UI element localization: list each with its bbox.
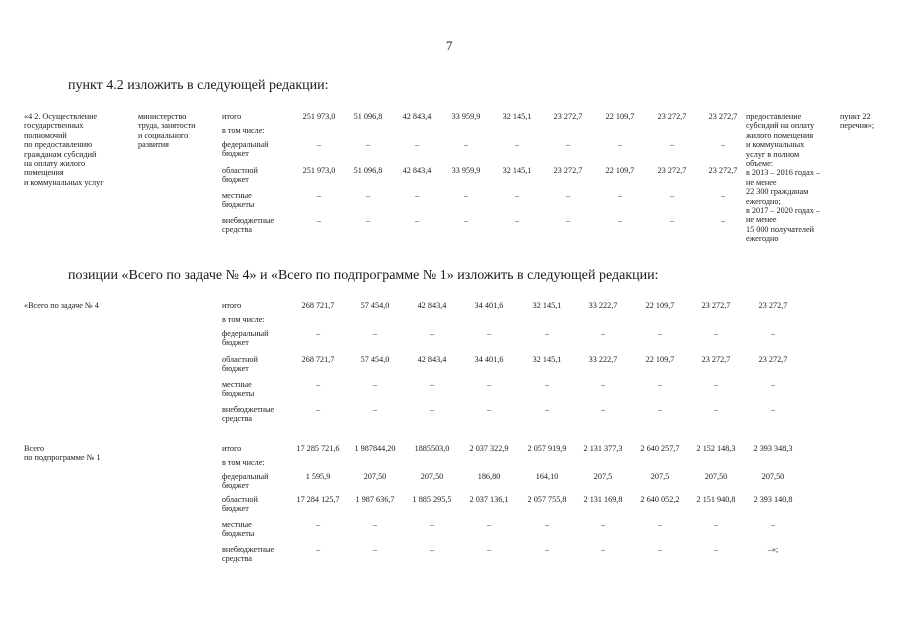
table-cell: 42 843,4 — [417, 301, 447, 310]
measure-name: гражданам субсидий — [24, 149, 97, 159]
row-label: областной — [222, 355, 258, 364]
table-cell: – — [617, 216, 623, 225]
table-cell: – — [657, 405, 663, 414]
table-cell: 2 152 148,3 — [696, 444, 736, 453]
table-cell: 51 096,8 — [353, 112, 383, 121]
table-cell: 2 057 919,9 — [527, 444, 567, 453]
executor-name: министерство — [138, 112, 187, 121]
table-cell: – — [713, 380, 719, 389]
row-label: средства — [222, 554, 253, 564]
table-cell: 207,50 — [761, 472, 785, 481]
result-indicator: в 2013 – 2016 годах – — [746, 168, 820, 178]
table-cell: 42 843,4 — [402, 112, 432, 121]
result-indicator: объеме: — [746, 159, 774, 168]
measure-name: помещения — [24, 168, 64, 178]
result-indicator: 15 000 получателей — [746, 224, 814, 234]
table-cell: 2 131 169,8 — [583, 495, 623, 504]
table-cell: – — [713, 329, 719, 338]
result-indicator: ежегодно; — [746, 196, 781, 206]
row-label: бюджеты — [222, 389, 255, 399]
table-cell: – — [669, 216, 675, 225]
result-indicator: и коммунальных — [746, 140, 805, 150]
table-cell: 268 721,7 — [301, 301, 335, 310]
table-cell: – — [315, 405, 321, 414]
table-cell: 2 640 257,7 — [640, 444, 680, 453]
table-cell: 22 109,7 — [605, 166, 635, 175]
table-cell: – — [486, 545, 492, 554]
row-label: местные — [222, 520, 252, 529]
row-label: бюджет — [222, 364, 249, 374]
page-number: 7 — [446, 38, 453, 53]
row-label: бюджеты — [222, 529, 255, 539]
table-cell: 251 973,0 — [302, 166, 336, 175]
table-cell: 32 145,1 — [502, 112, 532, 121]
table-cell: 2 037 322,9 — [469, 444, 509, 453]
result-indicator: субсидий на оплату — [746, 121, 815, 131]
table-cell: – — [414, 191, 420, 200]
result-indicator: не менее — [746, 177, 777, 187]
table-cell: 23 272,7 — [758, 355, 788, 364]
table-cell: – — [544, 545, 550, 554]
table-cell: – — [600, 405, 606, 414]
table-cell: 23 272,7 — [553, 166, 583, 175]
table-cell: – — [713, 545, 719, 554]
row-label: бюджет — [222, 504, 249, 514]
table-cell: – — [463, 140, 469, 149]
table-cell: 23 272,7 — [701, 355, 731, 364]
row-label: итого — [222, 444, 242, 453]
row-label: федеральный — [222, 140, 269, 149]
table-cell: 34 401,6 — [474, 301, 504, 310]
table-cell: – — [316, 191, 322, 200]
result-indicator: ежегодно — [746, 234, 779, 244]
table-cell: 2 393 140,8 — [753, 495, 793, 504]
table-cell: 23 272,7 — [657, 166, 687, 175]
table-cell: 1 987844,20 — [354, 444, 396, 453]
row-label: местные — [222, 191, 252, 200]
table-cell: 1 987 636,7 — [355, 495, 395, 504]
measure-name: полномочий — [24, 130, 67, 140]
table-cell: 22 109,7 — [605, 112, 635, 121]
section-heading: позиции «Всего по задаче № 4» и «Всего по подпрограмме № 1» изложить в следующей редакции: — [68, 268, 659, 283]
table-cell: – — [617, 140, 623, 149]
table-cell: 33 959,9 — [451, 112, 481, 121]
table-cell: – — [372, 380, 378, 389]
table-cell: – — [315, 380, 321, 389]
table-cell: 34 401,6 — [474, 355, 504, 364]
table-cell: – — [600, 380, 606, 389]
table-cell: – — [544, 405, 550, 414]
table-cell: – — [600, 520, 606, 529]
table-cell: – — [565, 140, 571, 149]
table-cell: 32 145,1 — [532, 355, 562, 364]
measure-name: «4 2. Осуществление — [24, 112, 98, 121]
table-cell: – — [315, 329, 321, 338]
row-label: внебюджетные — [222, 545, 275, 554]
table-cell: – — [514, 191, 520, 200]
table-cell: – — [372, 405, 378, 414]
table-cell: – — [372, 520, 378, 529]
table-cell: 23 272,7 — [708, 166, 738, 175]
table-cell: – — [565, 216, 571, 225]
table-cell: – — [316, 216, 322, 225]
row-label: внебюджетные — [222, 216, 275, 225]
table-cell: 251 973,0 — [302, 112, 336, 121]
table-cell: – — [365, 216, 371, 225]
row-label: в том числе: — [222, 458, 265, 467]
table-cell: 57 454,0 — [360, 355, 390, 364]
table-cell: 33 222,7 — [588, 355, 618, 364]
table-cell: 2 151 940,8 — [696, 495, 736, 504]
table-cell: – — [600, 545, 606, 554]
section-heading: пункт 4.2 изложить в следующей редакции: — [68, 78, 329, 93]
table-cell: – — [365, 191, 371, 200]
block-title: по подпрограмме № 1 — [24, 453, 101, 463]
table-cell: – — [365, 140, 371, 149]
table-cell: 23 272,7 — [758, 301, 788, 310]
table-cell: – — [720, 216, 726, 225]
table-cell: 23 272,7 — [708, 112, 738, 121]
reference-note: пункт 22 — [840, 112, 871, 121]
table-cell: – — [463, 191, 469, 200]
table-cell: 268 721,7 — [301, 355, 335, 364]
table-cell: 32 145,1 — [502, 166, 532, 175]
table-cell: 2 037 136,1 — [469, 495, 509, 504]
table-cell: – — [429, 405, 435, 414]
table-cell: 1 885 295,5 — [412, 495, 452, 504]
table-cell: 164,10 — [535, 472, 559, 481]
table-cell: 51 096,8 — [353, 166, 383, 175]
measure-name: на оплату жилого — [24, 159, 86, 168]
table-cell: – — [720, 140, 726, 149]
reference-note: перечня»; — [840, 121, 875, 131]
table-cell: 23 272,7 — [553, 112, 583, 121]
executor-name: развития — [138, 140, 169, 150]
table-cell: 1 595,9 — [305, 472, 331, 481]
row-label: федеральный — [222, 472, 269, 481]
row-label: областной — [222, 495, 258, 504]
table-cell: 33 959,9 — [451, 166, 481, 175]
table-cell: 32 145,1 — [532, 301, 562, 310]
table-cell: – — [669, 140, 675, 149]
row-label: федеральный — [222, 329, 269, 338]
executor-name: и социального — [138, 130, 189, 140]
table-cell: 42 843,4 — [417, 355, 447, 364]
block-title: Всего — [24, 444, 45, 453]
table-cell: – — [486, 405, 492, 414]
table-cell: 2 640 052,2 — [640, 495, 680, 504]
table-cell: – — [565, 191, 571, 200]
result-indicator: жилого помещения — [746, 130, 814, 140]
table-cell: – — [544, 520, 550, 529]
table-cell: 207,50 — [420, 472, 444, 481]
table-cell: – — [315, 545, 321, 554]
table-cell: – — [720, 191, 726, 200]
row-label: внебюджетные — [222, 405, 275, 414]
table-cell: – — [486, 329, 492, 338]
row-label: бюджет — [222, 338, 249, 348]
table-cell: 2 131 377,3 — [583, 444, 623, 453]
result-indicator: услуг в полном — [746, 149, 800, 159]
table-cell: – — [414, 216, 420, 225]
table-cell: 207,5 — [593, 472, 613, 481]
table-cell: – — [713, 405, 719, 414]
result-indicator: не менее — [746, 215, 777, 225]
row-label: в том числе: — [222, 126, 265, 135]
table-cell: – — [669, 191, 675, 200]
table-cell: – — [372, 329, 378, 338]
table-cell: 2 057 755,8 — [527, 495, 567, 504]
table-cell: 17 284 125,7 — [296, 495, 340, 504]
table-cell: 17 285 721,6 — [296, 444, 340, 453]
table-cell: – — [429, 520, 435, 529]
table-cell: 1885503,0 — [414, 444, 450, 453]
table-cell: 22 109,7 — [645, 301, 675, 310]
table-cell: – — [657, 520, 663, 529]
row-label: бюджет — [222, 481, 249, 491]
table-cell: – — [770, 520, 776, 529]
table-cell: 207,5 — [650, 472, 670, 481]
table-cell: – — [600, 329, 606, 338]
table-cell: – — [414, 140, 420, 149]
table-cell: – — [657, 545, 663, 554]
table-cell: – — [544, 380, 550, 389]
table-cell: – — [514, 140, 520, 149]
row-label: в том числе: — [222, 315, 265, 324]
table-cell: 22 109,7 — [645, 355, 675, 364]
table-cell: 33 222,7 — [588, 301, 618, 310]
table-cell: 186,80 — [477, 472, 501, 481]
result-indicator: в 2017 – 2020 годах – — [746, 206, 820, 215]
row-label: средства — [222, 225, 253, 235]
table-cell: – — [514, 216, 520, 225]
row-label: средства — [222, 414, 253, 424]
measure-name: и коммунальных услуг — [24, 177, 104, 187]
table-cell: – — [657, 380, 663, 389]
row-label: бюджеты — [222, 200, 255, 210]
table-cell: – — [463, 216, 469, 225]
table-cell: – — [617, 191, 623, 200]
table-cell: – — [770, 329, 776, 338]
row-label: бюджет — [222, 149, 249, 159]
table-cell: – — [486, 520, 492, 529]
block-title: «Всего по задаче № 4 — [24, 301, 99, 310]
table-cell: – — [315, 520, 321, 529]
result-indicator: предоставление — [746, 112, 802, 121]
table-cell: 2 393 348,3 — [753, 444, 793, 453]
row-label: местные — [222, 380, 252, 389]
table-cell: – — [544, 329, 550, 338]
table-cell: – — [486, 380, 492, 389]
table-cell: 23 272,7 — [657, 112, 687, 121]
row-label: итого — [222, 301, 242, 310]
table-cell: – — [316, 140, 322, 149]
row-label: областной — [222, 166, 258, 175]
table-cell: – — [429, 380, 435, 389]
table-cell: 207,50 — [704, 472, 728, 481]
measure-name: по предоставлению — [24, 140, 93, 150]
executor-name: труда, занятости — [138, 121, 196, 131]
table-cell: – — [713, 520, 719, 529]
table-cell: – — [429, 545, 435, 554]
table-cell: 42 843,4 — [402, 166, 432, 175]
table-cell: 23 272,7 — [701, 301, 731, 310]
measure-name: государственных — [24, 121, 84, 131]
table-cell: – — [429, 329, 435, 338]
table-cell: 57 454,0 — [360, 301, 390, 310]
table-cell: 207,50 — [363, 472, 387, 481]
table-cell: – — [657, 329, 663, 338]
table-cell: – — [372, 545, 378, 554]
result-indicator: 22 300 гражданам — [746, 187, 809, 197]
row-label: итого — [222, 112, 242, 121]
table-cell: – — [770, 380, 776, 389]
table-cell: – — [770, 405, 776, 414]
row-label: бюджет — [222, 175, 249, 185]
table-cell: –»; — [767, 545, 779, 554]
